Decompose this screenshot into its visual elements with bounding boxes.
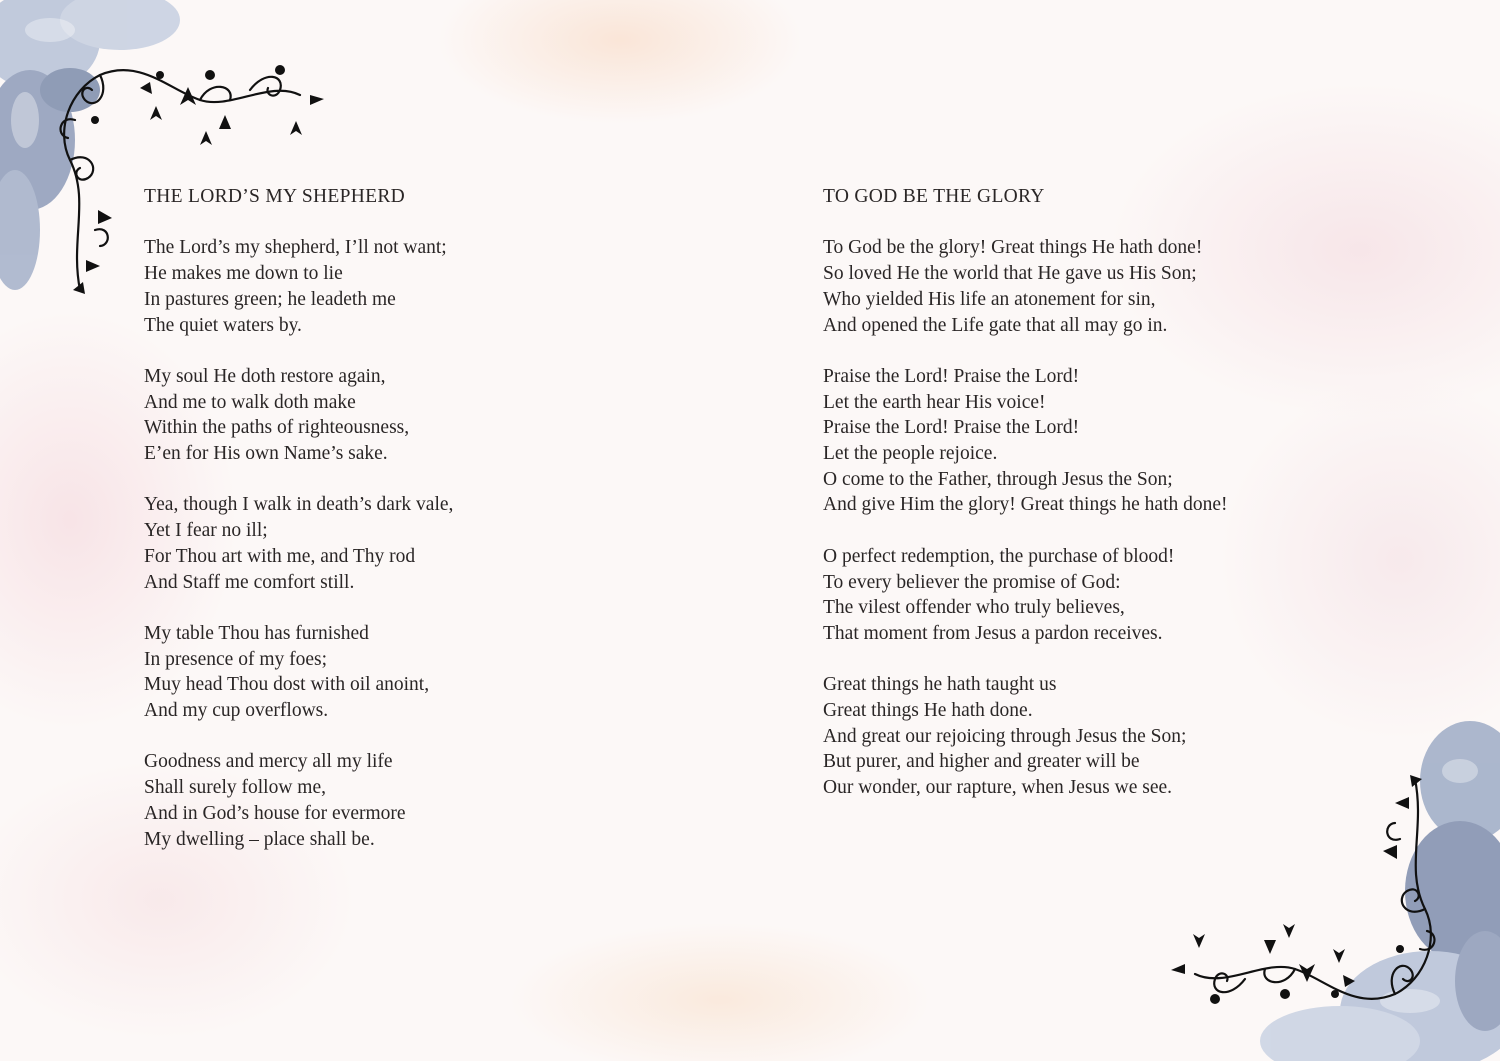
verse-line: E’en for His own Name’s sake.: [144, 443, 388, 464]
verse-line: Great things he hath taught us: [823, 674, 1057, 696]
stanza-1: [823, 235, 1303, 338]
hymn-left: [144, 184, 564, 878]
verse-line: To God be the glory! Great things He hath done!: [823, 237, 1203, 259]
verse-line: Our wonder, our rapture, when Jesus we see.: [823, 777, 1173, 799]
verse-line: So loved He the world that He gave us His Son;: [823, 263, 1197, 285]
stanza-3: [823, 544, 1303, 647]
stanza-2-refrain: [823, 364, 1303, 518]
verse-line: To every believer the promise of God:: [823, 571, 1121, 593]
verse-line: And Staff me comfort still.: [144, 571, 355, 593]
verse-line: Shall surely follow me,: [144, 777, 326, 799]
verse-line: Yet I fear no ill;: [144, 520, 268, 542]
verse-line: And my cup overflows.: [144, 700, 329, 721]
verse-line: My table Thou has furnished: [144, 622, 369, 644]
verse-line: And in God’s house for evermore: [144, 802, 406, 824]
verse-line: And give Him the glory! Great things he hath done!: [823, 494, 1228, 516]
verse-line: Praise the Lord! Praise the Lord!: [823, 417, 1080, 439]
stanza-4: [823, 672, 1303, 801]
verse-line: For Thou art with me, and Thy rod: [144, 545, 416, 567]
verse-line: The Lord’s my shepherd, I’ll not want;: [144, 237, 447, 259]
stanza-3: [144, 492, 564, 595]
verse-line: Within the paths of righteousness,: [144, 417, 410, 439]
verse-line: And great our rejoicing through Jesus the Son;: [823, 725, 1187, 747]
verse-line: Praise the Lord! Praise the Lord!: [823, 365, 1080, 387]
stanza-2: [144, 364, 564, 467]
verse-line: Yea, though I walk in death’s dark vale,: [144, 494, 454, 516]
hymn-right: [823, 184, 1303, 827]
verse-line: But purer, and higher and greater will be: [823, 751, 1140, 773]
verse-line: And me to walk doth make: [144, 391, 356, 413]
verse-line: The vilest offender who truly believes,: [823, 597, 1125, 619]
verse-line: And opened the Life gate that all may go in.: [823, 314, 1168, 336]
verse-line: My dwelling – place shall be.: [144, 828, 375, 850]
hymn-title: TO GOD BE THE GLORY: [823, 186, 1045, 207]
verse-line: Let the people rejoice.: [823, 443, 998, 464]
verse-line: Let the earth hear His voice!: [823, 391, 1046, 413]
verse-line: In pastures green; he leadeth me: [144, 288, 396, 310]
verse-line: In presence of my foes;: [144, 648, 328, 670]
hymn-title: THE LORD’S MY SHEPHERD: [144, 186, 406, 207]
verse-line: That moment from Jesus a pardon receives.: [823, 622, 1163, 644]
verse-line: He makes me down to lie: [144, 263, 343, 285]
verse-line: O come to the Father, through Jesus the Son;: [823, 468, 1173, 490]
verse-line: Who yielded His life an atonement for sin,: [823, 288, 1156, 310]
verse-line: O perfect redemption, the purchase of blood!: [823, 545, 1175, 567]
verse-line: My soul He doth restore again,: [144, 365, 386, 387]
stanza-5: [144, 749, 564, 852]
stanza-1: [144, 235, 564, 338]
verse-line: Great things He hath done.: [823, 700, 1033, 721]
verse-line: The quiet waters by.: [144, 314, 302, 336]
stanza-4: [144, 621, 564, 724]
verse-line: Muy head Thou dost with oil anoint,: [144, 674, 430, 696]
verse-line: Goodness and mercy all my life: [144, 751, 393, 773]
